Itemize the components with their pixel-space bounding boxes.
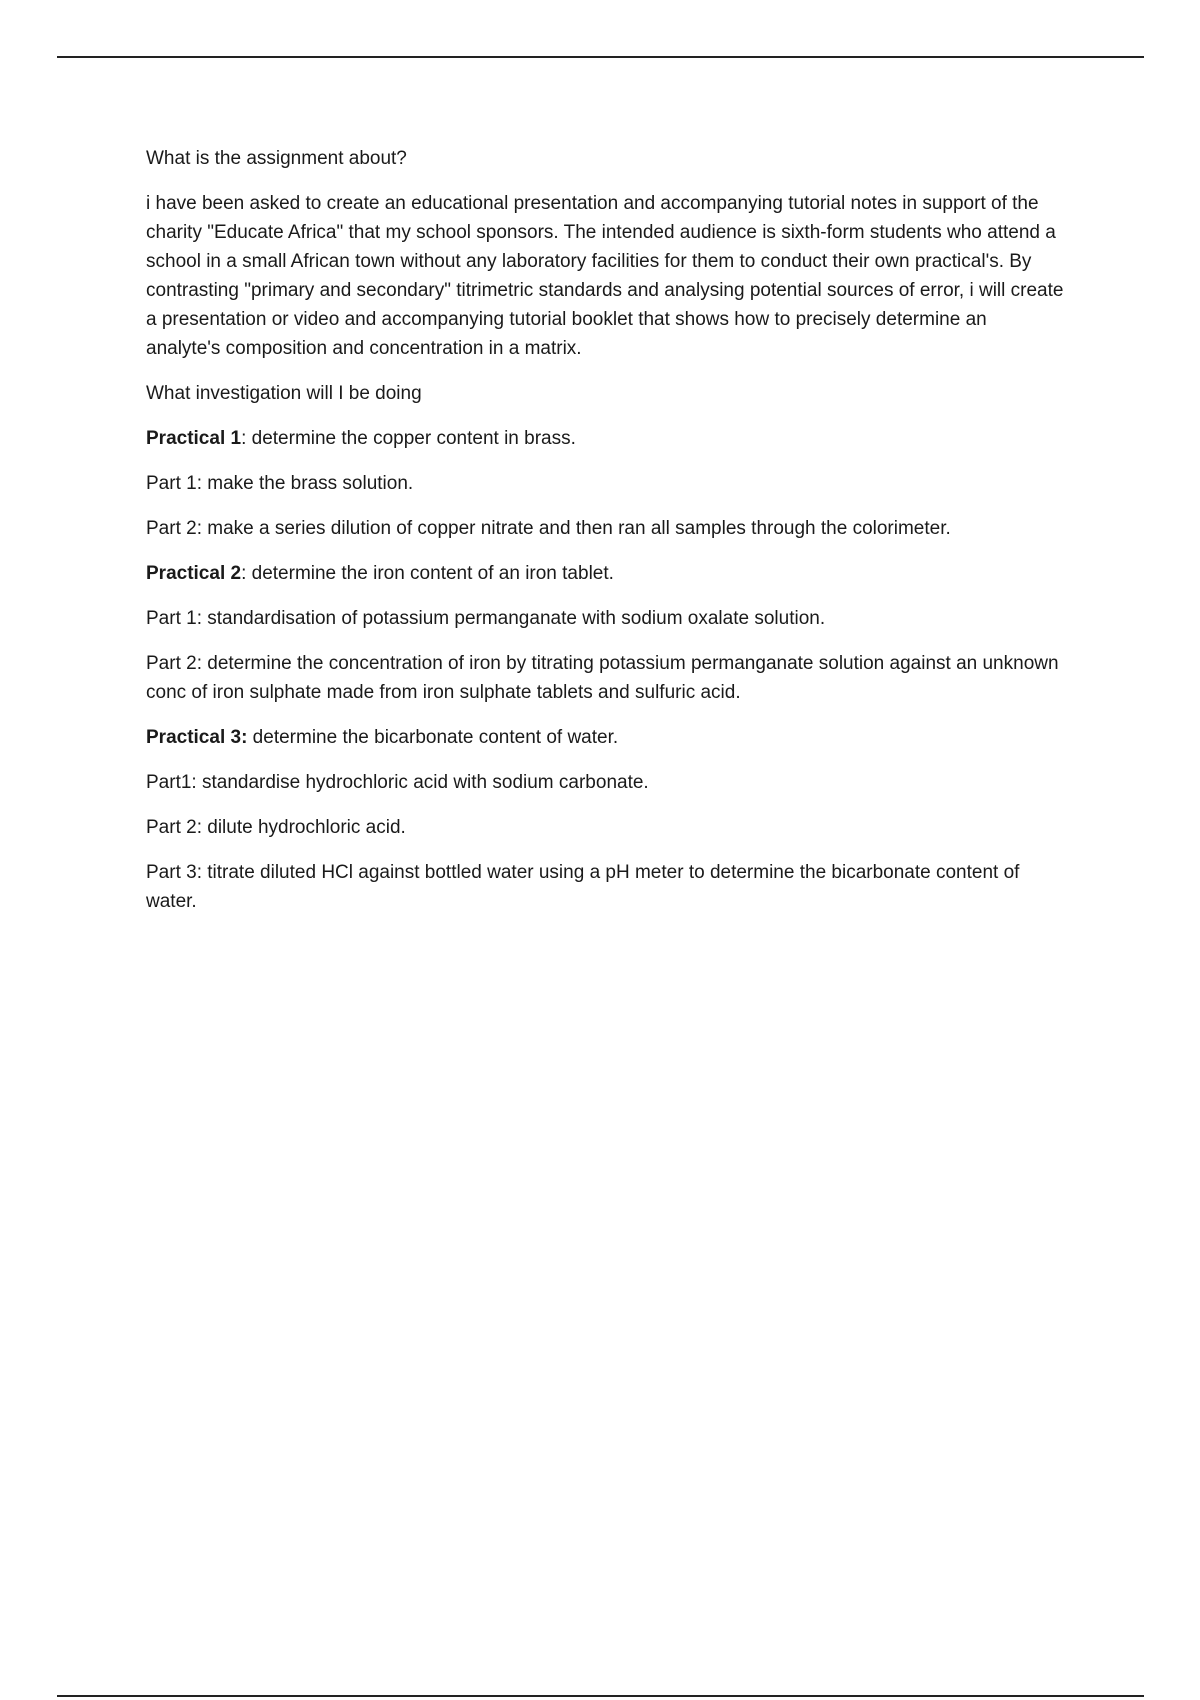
investigation-heading: What investigation will I be doing [146,383,422,404]
footer-rule [57,1695,1144,1697]
assignment-heading: What is the assignment about? [146,148,407,169]
practical-3-part-2: Part 2: dilute hydrochloric acid. [146,817,406,838]
practical-1-part-1: Part 1: make the brass solution. [146,473,414,494]
practical-3-label: Practical 3: [146,727,248,748]
practical-2-title [146,559,1066,588]
practical-3-text: determine the bicarbonate content of water. [247,727,619,748]
practical-3-part-1: Part1: standardise hydrochloric acid with sodium carbonate. [146,772,649,793]
header-rule [57,56,1144,58]
practical-3-title [146,723,1066,752]
document-body [146,144,1066,932]
practical-1-title [146,424,1066,453]
practical-1-text: : determine the copper content in brass. [241,428,576,449]
practical-2-part-2: Part 2: determine the concentration of iron by titrating potassium permanganate solution against an unknown conc of iron sulphate made from iron sulphate tablets and sulfuric acid. [146,653,1059,703]
practical-3-part-3: Part 3: titrate diluted HCl against bottled water using a pH meter to determine the bicarbonate content of water. [146,862,1020,912]
practical-2-part-1: Part 1: standardisation of potassium permanganate with sodium oxalate solution. [146,608,826,629]
practical-1-label: Practical 1 [146,428,242,449]
practical-2-text: : determine the iron content of an iron tablet. [241,563,614,584]
practical-2-label: Practical 2 [146,563,242,584]
intro-paragraph: i have been asked to create an educational presentation and accompanying tutorial notes in support of the charity "Educate Africa" that my school sponsors. The intended audience is sixth-form students who attend a school in a small African town without any laboratory facilities for them to conduct their own practical's. By contrasting "primary and secondary" titrimetric standards and analysing potential sources of error, i will create a presentation or video and accompanying tutorial booklet that shows how to precisely determine an analyte's composition and concentration in a matrix. [146,193,1064,359]
practical-1-part-2: Part 2: make a series dilution of copper nitrate and then ran all samples through the colorimeter. [146,518,951,539]
